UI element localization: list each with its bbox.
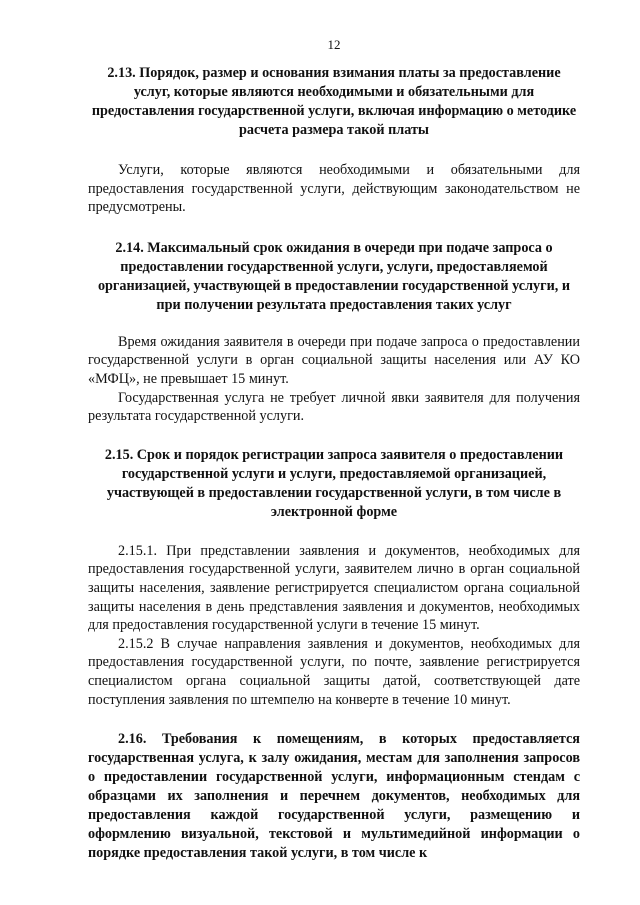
section-heading-2-15: 2.15. Срок и порядок регистрации запроса заявителя о предоставлении государственной услуги и услуги, предоставляемой организацией, участвующей в предоставлении государственной услуги, в том числе в электронной форме	[104, 446, 564, 520]
section-heading-2-13: 2.13. Порядок, размер и основания взимания платы за предоставление услуг, которые являются необходимыми и обязательными для предоставления государственной услуги, включая информацию о методике расчета размера такой платы	[91, 65, 577, 138]
section-paragraph-2-14-a: Время ожидания заявителя в очереди при подаче запроса о предоставлении государственной услуги в орган социальной защиты населения или АУ КО «МФЦ», не превышает 15 минут.	[88, 333, 580, 387]
document-page	[88, 0, 580, 863]
page-number: 12	[327, 37, 341, 52]
section-heading-2-16: 2.16. Требования к помещениям, в которых предоставляется государственная услуга, к залу ожидания, местам для заполнения запросов о предоставлении государственной услуги, информационным стендам с образцами их заполнения и перечнем документов, необходимых для предоставления каждой государственной услуги, размещению и оформлению визуальной, текстовой и мультимедийной информации о порядке предоставления такой услуги, в том числе к	[88, 731, 580, 862]
section-paragraph-2-15-1: 2.15.1. При представлении заявления и документов, необходимых для предоставления государственной услуги, заявителем лично в орган социальной защиты населения, заявление регистрируется специалистом органа социальной защиты населения в день представления заявления и документов, необходимых для предоставления государственной услуги в течение 15 минут.	[88, 542, 580, 634]
section-paragraph-2-14-b: Государственная услуга не требует личной явки заявителя для получения результата государственной услуги.	[88, 389, 580, 425]
section-paragraph-2-13: Услуги, которые являются необходимыми и обязательными для предоставления государственной услуги, действующим законодательством не предусмотрены.	[88, 162, 580, 216]
section-heading-2-14: 2.14. Максимальный срок ожидания в очереди при подаче запроса о предоставлении государственной услуги, услуги, предоставляемой организацией, участвующей в предоставлении государственной услуги, и при получении результата предоставления таких услуг	[97, 239, 571, 313]
section-paragraph-2-15-2: 2.15.2 В случае направления заявления и документов, необходимых для предоставления государственной услуги, по почте, заявление регистрируется специалистом органа социальной защиты датой, соответствующей дате поступления заявления по штемпелю на конверте в течение 10 минут.	[88, 635, 580, 708]
